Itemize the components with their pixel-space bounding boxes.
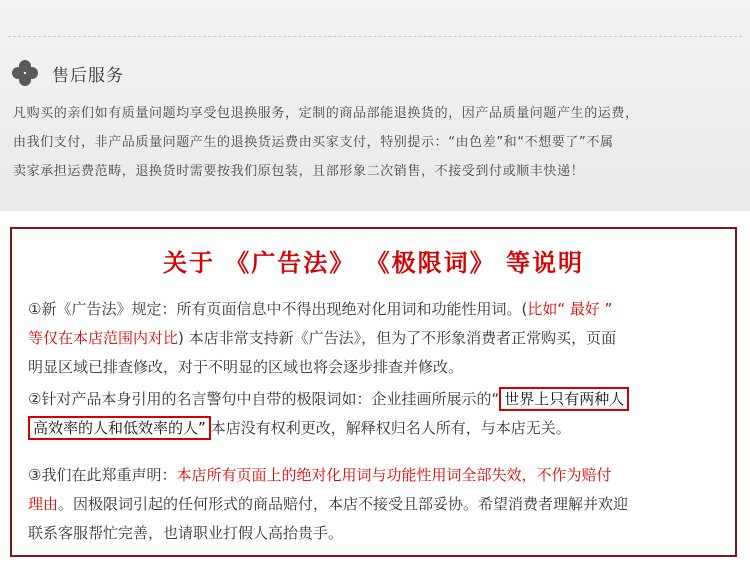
service-line: 卖家承担运费范畴，退换货时需要按我们原包装，且部形象二次销售，不接受到付或顺丰快递！ <box>13 164 585 179</box>
service-text <box>13 99 703 186</box>
p1-text: ①新《广告法》规定：所有页面信息中不得出现绝对化用词和功能性用词。( <box>28 300 528 318</box>
p3-highlight: 本店所有页面上的绝对化用词与功能性用词全部失效，不作为赔付 <box>176 466 612 484</box>
quote-box: 世界上只有两种人 <box>499 387 629 411</box>
p1-text: 明显区域已排查修改，对于不明显的区域也将会逐步排查并修改。 <box>28 358 464 376</box>
dashed-divider <box>8 36 742 37</box>
service-title: 售后服务 <box>52 65 124 86</box>
p1-highlight: 等仅在本店范围内对比 <box>28 329 179 347</box>
service-header <box>12 60 124 86</box>
notice-paragraph-2 <box>28 385 728 443</box>
p1-text: ) 本店非常支持新《广告法》，但为了不形象消费者正常购买，页面 <box>178 329 617 347</box>
p3-highlight: 理由 <box>28 495 59 513</box>
notice-title: 关于 《广告法》 《极限词》 等说明 <box>162 248 585 277</box>
after-sales-section <box>0 0 750 211</box>
p2-text: ②针对产品本身引用的名言警句中自带的极限词如：企业挂画所展示的“ <box>28 390 500 408</box>
service-line: 凡购买的亲们如有质量问题均享受包退换服务，定制的商品部能退换货的，因产品质量问题产生的运费， <box>13 106 639 121</box>
service-line: 由我们支付，非产品质量问题产生的退换货运费由买家支付，特别提示：“由色差”和“不想要了”不属 <box>13 135 614 150</box>
notice-paragraph-3 <box>28 461 728 548</box>
p2-text: 本店没有权利更改，解释权归名人所有，与本店无关。 <box>210 419 571 437</box>
notice-box <box>10 227 737 557</box>
p1-highlight: 比如“ 最好 ” <box>527 300 613 318</box>
p3-text: ③我们在此郑重声明： <box>28 466 177 484</box>
clover-icon <box>12 60 38 86</box>
p3-text: 联系客服帮忙完善，也请职业打假人高抬贵手。 <box>28 524 344 542</box>
notice-paragraph-1 <box>28 295 728 382</box>
quote-box: 高效率的人和低效率的人” <box>28 416 211 440</box>
p3-text: 。因极限词引起的任何形式的商品赔付，本店不接受且部妥协。希望消费者理解并欢迎 <box>58 495 629 513</box>
